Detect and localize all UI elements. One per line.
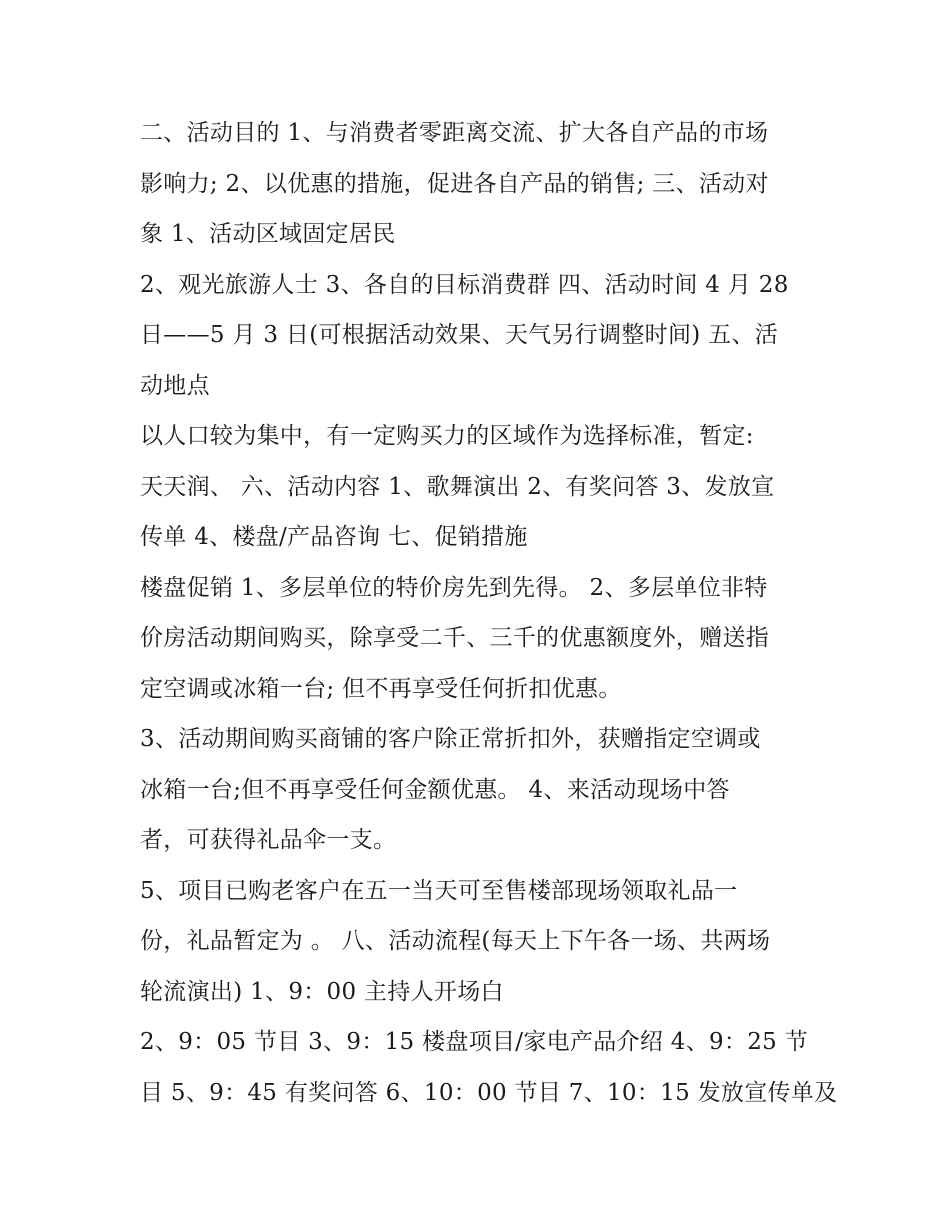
- text-line: 2、观光旅游人士 3、各自的目标消费群 四、活动时间 4 月 28: [140, 271, 789, 298]
- text-line: 动地点: [140, 372, 210, 399]
- document-body: [140, 108, 838, 1118]
- text-line: 冰箱一台;但不再享受任何金额优惠。 4、来活动现场中答: [140, 776, 730, 803]
- text-line: 楼盘促销 1、多层单位的特价房先到先得。 2、多层单位非特: [140, 574, 768, 601]
- text-line: 目 5、9：45 有奖问答 6、10：00 节目 7、10：15 发放宣传单及: [140, 1079, 838, 1106]
- text-line: 份，礼品暂定为 。 八、活动流程(每天上下午各一场、共两场: [140, 928, 771, 954]
- text-line: 5、项目已购老客户在五一当天可至售楼部现场领取礼品一: [140, 877, 738, 904]
- text-line: 价房活动期间购买，除享受二千、三千的优惠额度外，赠送指: [140, 625, 770, 651]
- text-line: 象 1、活动区域固定居民: [140, 221, 396, 247]
- text-line: 影响力; 2、以优惠的措施，促进各自产品的销售; 三、活动对: [140, 170, 769, 197]
- text-line: 天天润、 六、活动内容 1、歌舞演出 2、有奖问答 3、发放宣: [140, 473, 775, 500]
- text-line: 轮流演出) 1、9：00 主持人开场白: [140, 978, 504, 1005]
- text-line: 二、活动目的 1、与消费者零距离交流、扩大各自产品的市场: [140, 120, 769, 146]
- text-line: 者，可获得礼品伞一支。: [140, 827, 397, 853]
- text-line: 传单 4、楼盘/产品咨询 七、促销措施: [140, 524, 528, 550]
- text-line: 3、活动期间购买商铺的客户除正常折扣外，获赠指定空调或: [140, 726, 761, 752]
- text-line: 2、9：05 节目 3、9：15 楼盘项目/家电产品介绍 4、9：25 节: [140, 1029, 809, 1055]
- text-line: 定空调或冰箱一台; 但不再享受任何折扣优惠。: [140, 675, 622, 702]
- text-line: 以人口较为集中，有一定购买力的区域作为选择标准，暂定:: [140, 423, 754, 449]
- text-line: 日——5 月 3 日(可根据活动效果、天气另行调整时间) 五、活: [140, 322, 779, 348]
